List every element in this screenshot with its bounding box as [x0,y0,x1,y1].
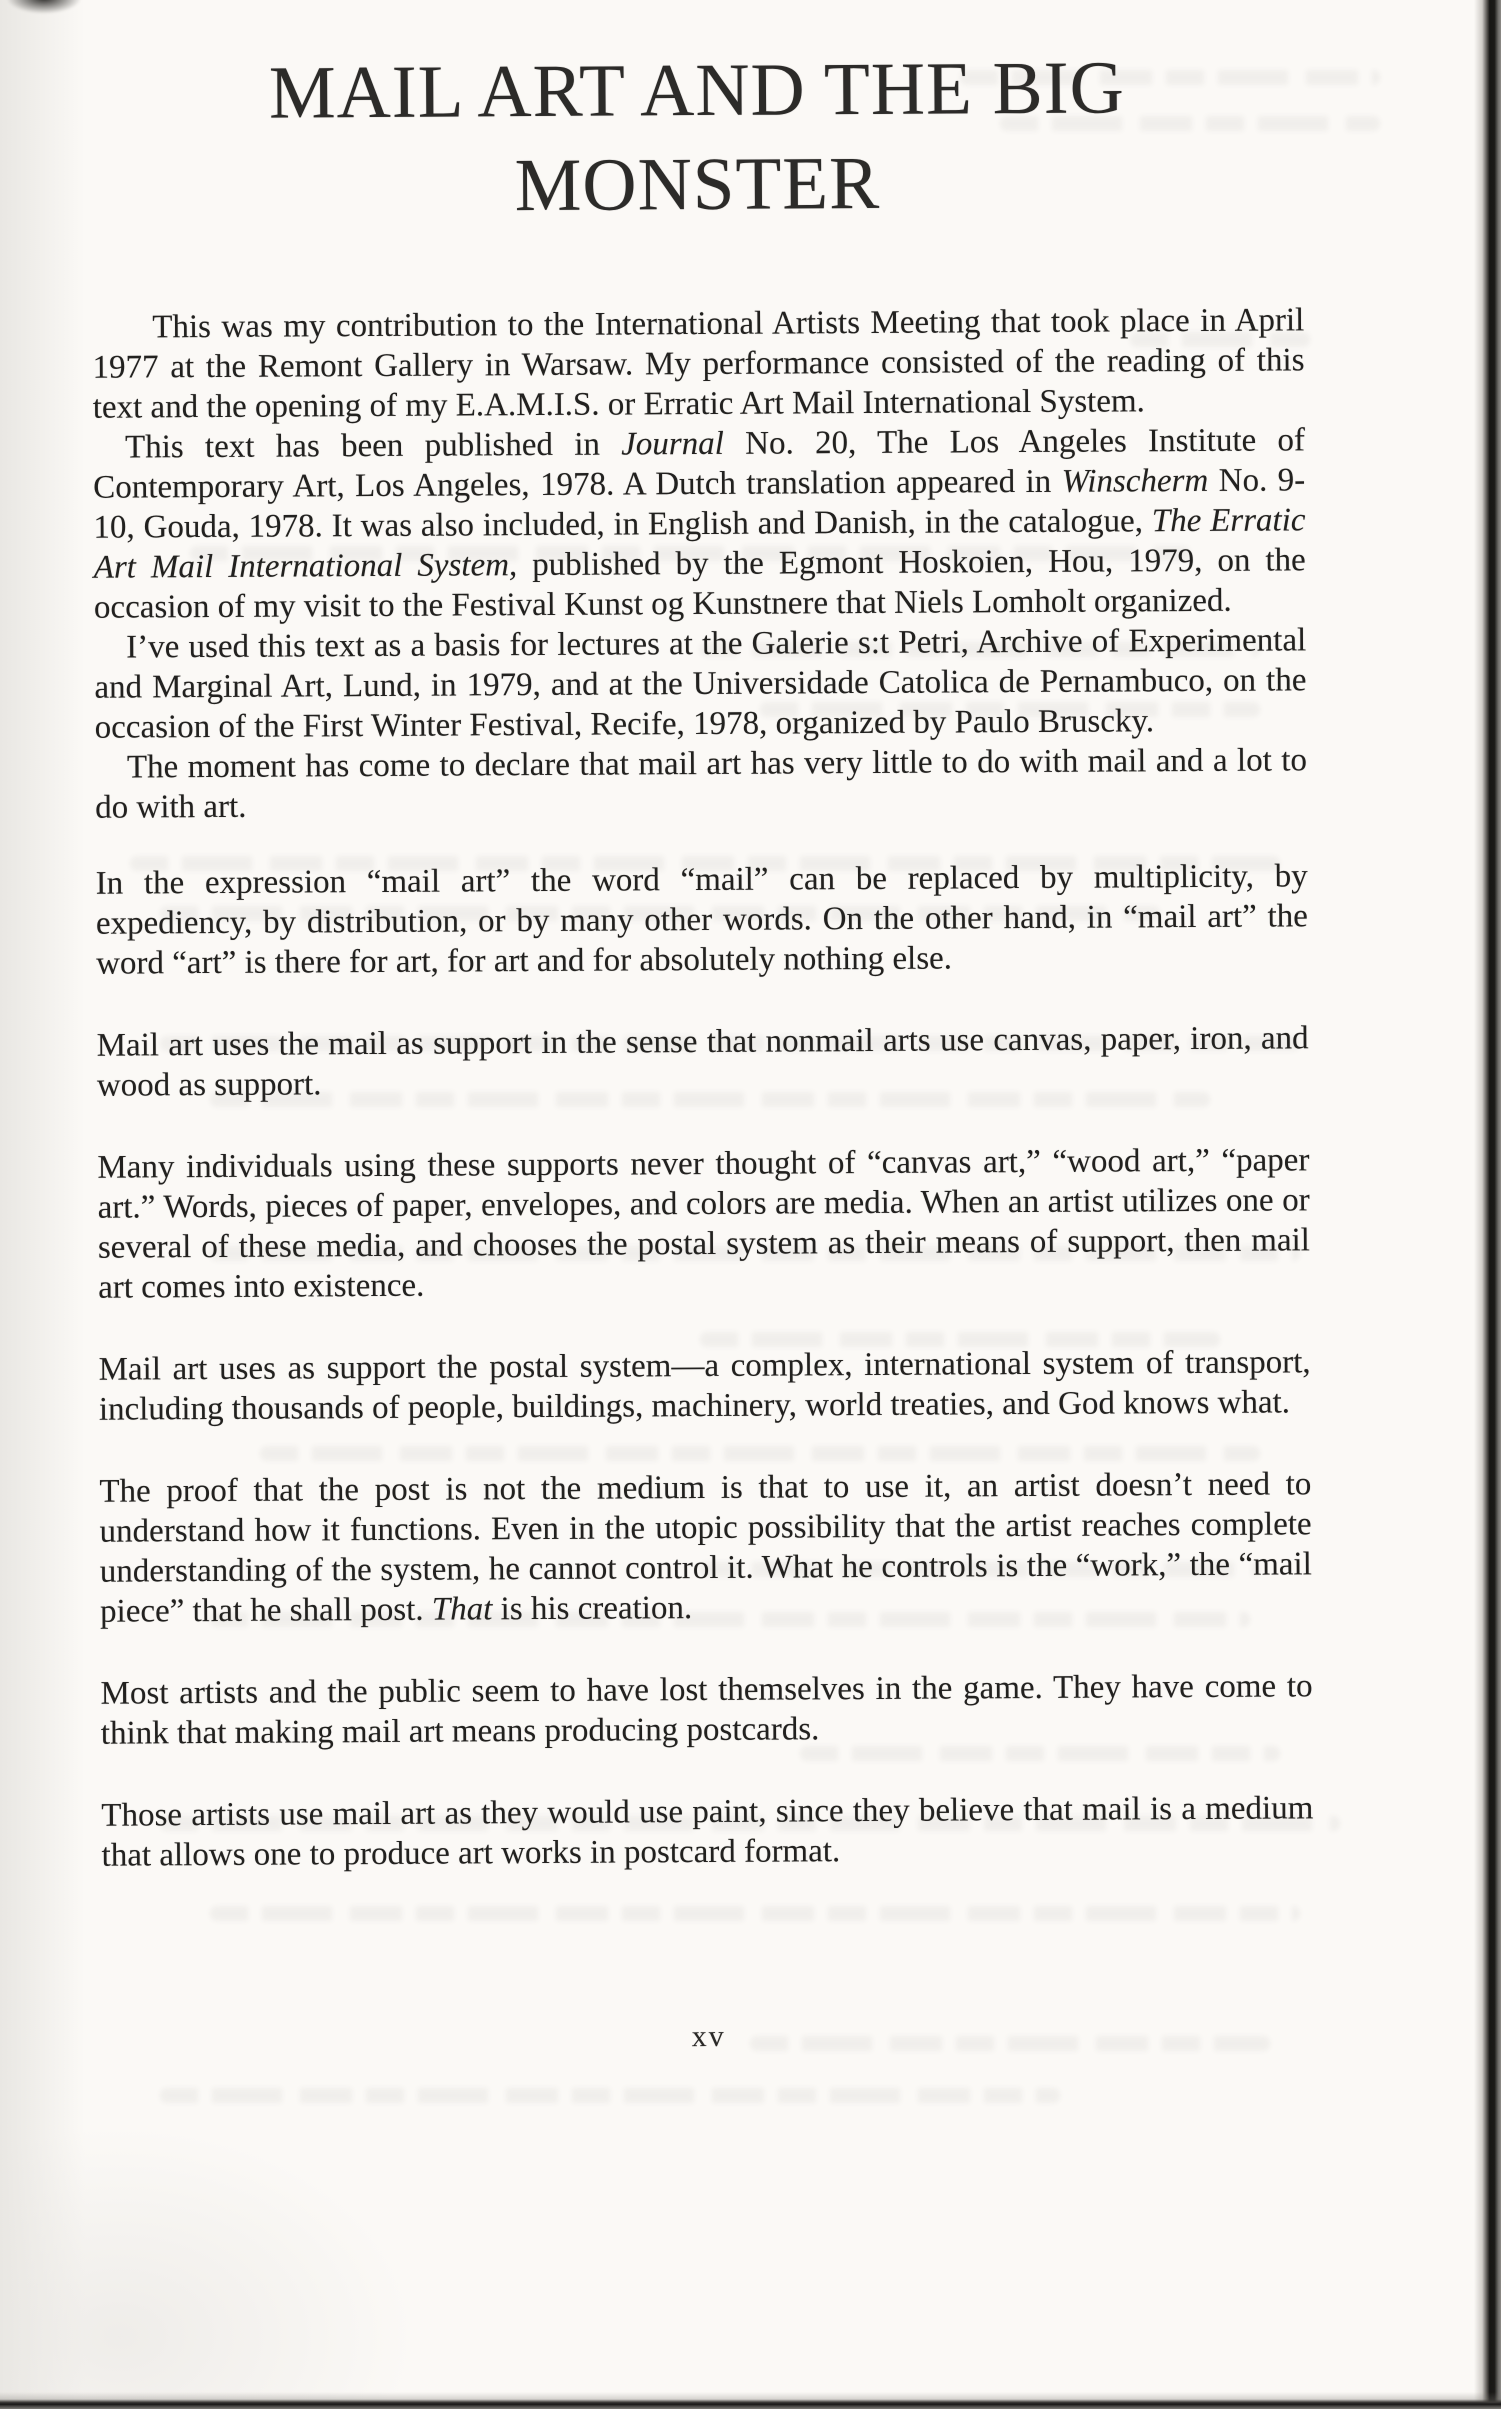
intro-section [92,300,1307,827]
paragraph: Mail art uses the mail as support in the sense that nonmail arts use canvas, paper, iron, and wood as support. [96,1020,1309,1104]
paragraph: Those artists use mail art as they would use paint, since they believe that mail is a medium that allows one to produce art works in postcard format. [101,1790,1314,1874]
paragraph: In the expression “mail art” the word “mail” can be replaced by multiplicity, by expediency, by distribution, or by many other words. On the other hand, in “mail art” the word “art” is there for art, for art and for absolutely nothing else. [95,858,1308,982]
paragraph: The proof that the post is not the medium is that to use it, an artist doesn’t need to understand how it functions. Even in the utopic possibility that the artist reaches complete understanding of the system, he cannot control it. What he controls is the “work,” the “mail piece” that he shall post. That is his creation. [99,1466,1312,1630]
body-section [96,856,1314,1875]
page-edge-shadow-right [1474,0,1501,2409]
page-number: xv [691,2019,726,2054]
page-content [90,0,1315,2058]
page-title-line: MONSTER [514,141,881,228]
paragraph: The moment has come to declare that mail art has very little to do with mail and a lot to do with art. [95,742,1308,826]
paragraph: Mail art uses as support the postal system—a complex, international system of transport, including thousands of people, buildings, machinery, world treaties, and God knows what. [98,1344,1311,1428]
page-edge-shadow-bottom [0,2392,1501,2409]
bleed-through-texture [160,2088,1060,2103]
paragraph: Most artists and the public seem to have lost themselves in the game. They have come to think that making mail art means producing postcards. [100,1668,1313,1752]
scan-corner-mark [0,0,130,34]
paragraph: This was my contribution to the International Artists Meeting that took place in April 1977 at the Remont Gallery in Warsaw. My performance consisted of the reading of this text and the opening of my E.A.M.I.S. or Erratic Art Mail International System. [92,302,1305,426]
paragraph: Many individuals using these supports never thought of “canvas art,” “wood art,” “paper art.” Words, pieces of paper, envelopes, and colors are media. When an artist utilizes one or several of these media, and chooses the postal system as their means of support, then mail art comes into existence. [97,1142,1310,1306]
page-title-line: MAIL ART AND THE BIG [268,46,1125,135]
paragraph: I’ve used this text as a basis for lectures at the Galerie s:t Petri, Archive of Experimental and Marginal Art, Lund, in 1979, and at the Universidade Catolica de Pernambuco, on the occasion of the First Winter Festival, Recife, 1978, organized by Paulo Bruscky. [94,622,1307,746]
paragraph: This text has been published in Journal No. 20, The Los Angeles Institute of Contemporary Art, Los Angeles, 1978. A Dutch translation appeared in Winscherm No. 9-10, Gouda, 1978. It was also included, in English and Danish, in the catalogue, The Erratic Art Mail International System, published by the Egmont Hoskoien, Hou, 1979, on the occasion of my visit to the Festival Kunst og Kunstnere that Niels Lomholt organized. [93,422,1306,626]
page-title [91,40,1304,235]
